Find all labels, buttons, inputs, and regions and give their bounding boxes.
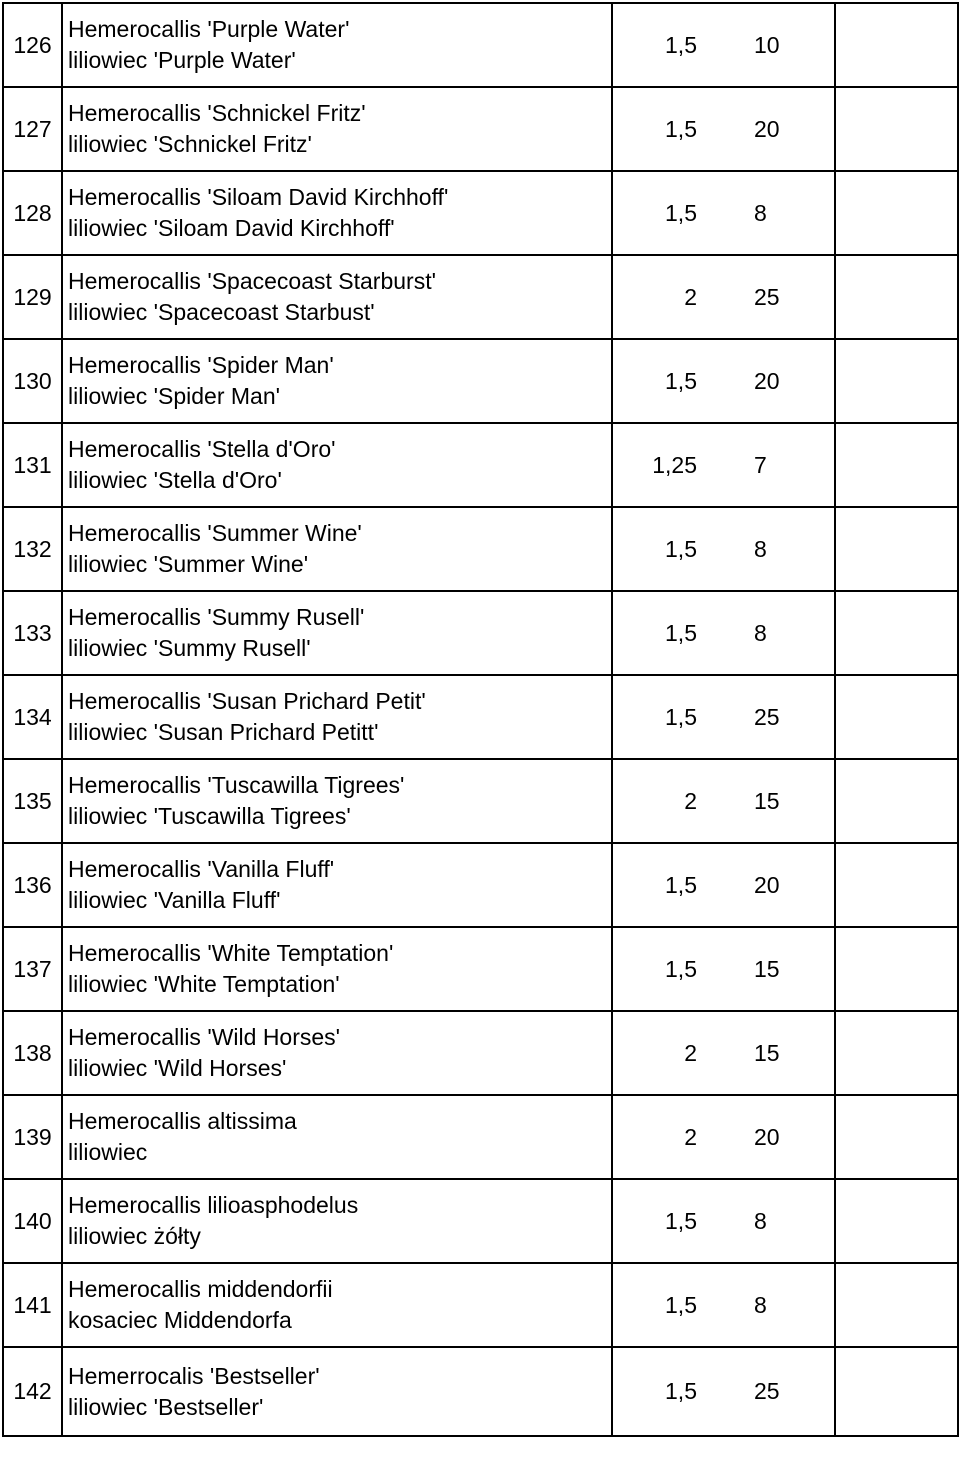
table-row: [3, 507, 958, 591]
catalog-body: [3, 3, 958, 1436]
price-value: 10: [707, 3, 835, 87]
plant-catalog-table: [2, 2, 959, 1437]
size-value: 1,5: [612, 1179, 707, 1263]
price-value: 15: [707, 927, 835, 1011]
row-number: 134: [3, 675, 62, 759]
table-row: [3, 1011, 958, 1095]
table-row: [3, 423, 958, 507]
latin-name: Hemerocallis 'Spider Man': [68, 352, 334, 378]
row-number: 139: [3, 1095, 62, 1179]
polish-name: liliowiec 'White Temptation': [68, 971, 340, 997]
empty-cell: [835, 255, 958, 339]
polish-name: liliowiec 'Summer Wine': [68, 551, 309, 577]
polish-name: liliowiec 'Purple Water': [68, 47, 296, 73]
table-row: [3, 255, 958, 339]
row-number: 127: [3, 87, 62, 171]
row-number: 130: [3, 339, 62, 423]
polish-name: liliowiec żółty: [68, 1223, 201, 1249]
empty-cell: [835, 843, 958, 927]
size-value: 1,5: [612, 1263, 707, 1347]
row-number: 136: [3, 843, 62, 927]
empty-cell: [835, 339, 958, 423]
plant-name-cell: [62, 843, 612, 927]
table-row: [3, 3, 958, 87]
empty-cell: [835, 87, 958, 171]
polish-name: liliowiec 'Tuscawilla Tigrees': [68, 803, 351, 829]
table-row: [3, 339, 958, 423]
size-value: 1,5: [612, 843, 707, 927]
row-number: 131: [3, 423, 62, 507]
latin-name: Hemerocallis 'Tuscawilla Tigrees': [68, 772, 405, 798]
plant-name-cell: [62, 255, 612, 339]
empty-cell: [835, 759, 958, 843]
row-number: 135: [3, 759, 62, 843]
size-value: 1,5: [612, 507, 707, 591]
row-number: 128: [3, 171, 62, 255]
price-value: 15: [707, 759, 835, 843]
price-value: 8: [707, 591, 835, 675]
polish-name: kosaciec Middendorfa: [68, 1307, 292, 1333]
polish-name: liliowiec 'Vanilla Fluff': [68, 887, 281, 913]
table-row: [3, 1179, 958, 1263]
latin-name: Hemerocallis lilioasphodelus: [68, 1192, 359, 1218]
polish-name: liliowiec 'Stella d'Oro': [68, 467, 282, 493]
size-value: 2: [612, 255, 707, 339]
polish-name: liliowiec 'Wild Horses': [68, 1055, 287, 1081]
size-value: 2: [612, 1095, 707, 1179]
empty-cell: [835, 675, 958, 759]
plant-name-cell: [62, 927, 612, 1011]
row-number: 141: [3, 1263, 62, 1347]
polish-name: liliowiec 'Summy Rusell': [68, 635, 311, 661]
empty-cell: [835, 171, 958, 255]
plant-name-cell: [62, 423, 612, 507]
polish-name: liliowiec 'Bestseller': [68, 1393, 264, 1420]
size-value: 1,5: [612, 339, 707, 423]
size-value: 2: [612, 1011, 707, 1095]
polish-name: liliowiec 'Siloam David Kirchhoff': [68, 215, 395, 241]
row-number: 142: [3, 1347, 62, 1436]
row-number: 138: [3, 1011, 62, 1095]
empty-cell: [835, 507, 958, 591]
empty-cell: [835, 3, 958, 87]
plant-name-cell: [62, 591, 612, 675]
polish-name: liliowiec 'Spacecoast Starbust': [68, 299, 375, 325]
latin-name: Hemerocallis 'Summy Rusell': [68, 604, 365, 630]
price-value: 8: [707, 507, 835, 591]
polish-name: liliowiec: [68, 1139, 148, 1165]
row-number: 129: [3, 255, 62, 339]
plant-name-cell: [62, 87, 612, 171]
price-value: 8: [707, 171, 835, 255]
size-value: 1,5: [612, 1347, 707, 1436]
empty-cell: [835, 1263, 958, 1347]
row-number: 132: [3, 507, 62, 591]
polish-name: liliowiec 'Schnickel Fritz': [68, 131, 312, 157]
plant-name-cell: [62, 1263, 612, 1347]
latin-name: Hemerocallis 'Schnickel Fritz': [68, 100, 366, 126]
latin-name: Hemerocallis 'Stella d'Oro': [68, 436, 336, 462]
price-value: 25: [707, 255, 835, 339]
latin-name: Hemerocallis 'Siloam David Kirchhoff': [68, 184, 449, 210]
price-value: 20: [707, 843, 835, 927]
table-row: [3, 675, 958, 759]
price-value: 20: [707, 339, 835, 423]
table-row: [3, 843, 958, 927]
polish-name: liliowiec 'Susan Prichard Petitt': [68, 719, 379, 745]
price-value: 25: [707, 1347, 835, 1436]
table-row: [3, 759, 958, 843]
size-value: 1,5: [612, 927, 707, 1011]
row-number: 133: [3, 591, 62, 675]
price-value: 8: [707, 1263, 835, 1347]
empty-cell: [835, 1347, 958, 1436]
size-value: 1,5: [612, 675, 707, 759]
latin-name: Hemerocallis 'Susan Prichard Petit': [68, 688, 426, 714]
price-value: 20: [707, 1095, 835, 1179]
latin-name: Hemerocallis 'Purple Water': [68, 16, 350, 42]
latin-name: Hemerocallis middendorfii: [68, 1276, 333, 1302]
plant-name-cell: [62, 1179, 612, 1263]
plant-name-cell: [62, 171, 612, 255]
size-value: 2: [612, 759, 707, 843]
row-number: 126: [3, 3, 62, 87]
plant-name-cell: [62, 675, 612, 759]
latin-name: Hemerocallis 'Summer Wine': [68, 520, 362, 546]
latin-name: Hemerocallis 'Spacecoast Starburst': [68, 268, 436, 294]
empty-cell: [835, 927, 958, 1011]
size-value: 1,25: [612, 423, 707, 507]
plant-name-cell: [62, 3, 612, 87]
table-row: [3, 591, 958, 675]
empty-cell: [835, 1095, 958, 1179]
table-row: [3, 1263, 958, 1347]
size-value: 1,5: [612, 87, 707, 171]
empty-cell: [835, 423, 958, 507]
plant-name-cell: [62, 339, 612, 423]
row-number: 140: [3, 1179, 62, 1263]
polish-name: liliowiec 'Spider Man': [68, 383, 281, 409]
size-value: 1,5: [612, 3, 707, 87]
size-value: 1,5: [612, 171, 707, 255]
empty-cell: [835, 1179, 958, 1263]
row-number: 137: [3, 927, 62, 1011]
price-value: 15: [707, 1011, 835, 1095]
latin-name: Hemerocallis 'White Temptation': [68, 940, 394, 966]
price-value: 8: [707, 1179, 835, 1263]
plant-name-cell: [62, 1095, 612, 1179]
plant-name-cell: [62, 1011, 612, 1095]
plant-name-cell: [62, 507, 612, 591]
price-value: 20: [707, 87, 835, 171]
latin-name: Hemerocallis 'Wild Horses': [68, 1024, 341, 1050]
plant-name-cell: [62, 1347, 612, 1436]
table-row: [3, 87, 958, 171]
table-row: [3, 1095, 958, 1179]
table-row: [3, 927, 958, 1011]
plant-name-cell: [62, 759, 612, 843]
size-value: 1,5: [612, 591, 707, 675]
table-row: [3, 1347, 958, 1436]
latin-name: Hemerocallis altissima: [68, 1108, 297, 1134]
price-value: 7: [707, 423, 835, 507]
empty-cell: [835, 1011, 958, 1095]
empty-cell: [835, 591, 958, 675]
price-value: 25: [707, 675, 835, 759]
latin-name: Hemerrocalis 'Bestseller': [68, 1362, 320, 1389]
latin-name: Hemerocallis 'Vanilla Fluff': [68, 856, 335, 882]
table-row: [3, 171, 958, 255]
